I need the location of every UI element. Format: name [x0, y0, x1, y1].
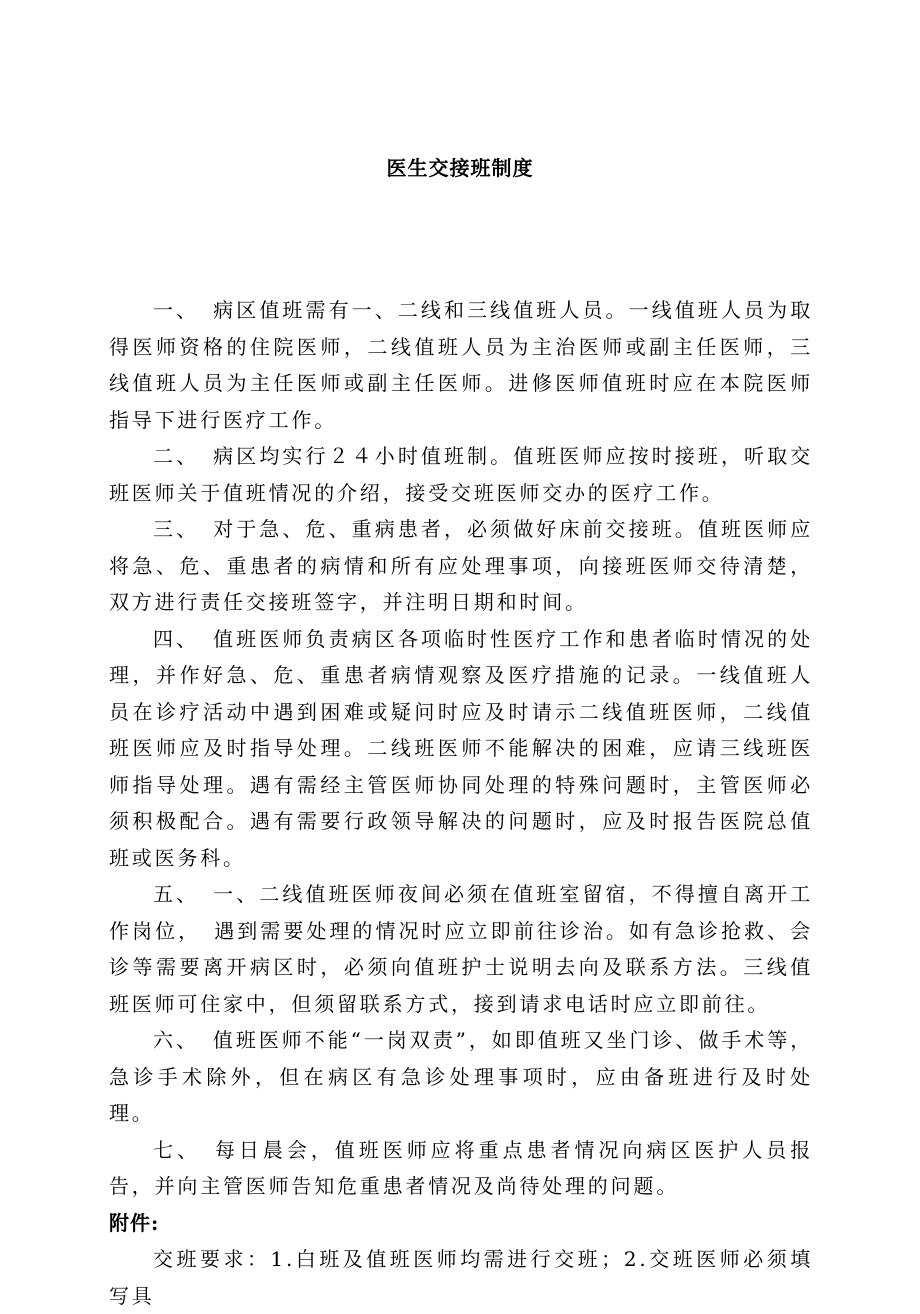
paragraph-5 — [109, 876, 813, 1022]
paragraph-2 — [109, 438, 813, 511]
paragraph-text: 对于急、危、重病患者，必须做好床前交接班。值班医师应将急、危、重患者的病情和所有应处理事项，向接班医师交待清楚，双方进行责任交接班签字，并注明日期和时间。 — [109, 517, 813, 614]
attachment-text: 交班要求：1.白班及值班医师均需进行交班；2.交班医师必须填写具 — [109, 1247, 813, 1308]
paragraph-6 — [109, 1022, 813, 1132]
paragraph-number: 六、 — [153, 1028, 199, 1052]
paragraph-1 — [109, 292, 813, 438]
paragraph-number: 五、 — [153, 882, 200, 906]
paragraph-number: 一、 — [153, 298, 200, 322]
paragraph-text: 值班医师不能“一岗双责”，如即值班又坐门诊、做手术等，急诊手术除外，但在病区有急诊处理事项时，应由备班进行及时处理。 — [109, 1028, 813, 1125]
paragraph-number: 三、 — [153, 517, 200, 541]
page-title: 医生交接班制度 — [386, 156, 534, 180]
paragraph-text: 病区均实行２４小时值班制。值班医师应按时接班，听取交班医师关于值班情况的介绍，接受交班医师交办的医疗工作。 — [109, 444, 813, 505]
paragraph-number: 七、 — [153, 1137, 201, 1162]
paragraph-number: 二、 — [153, 444, 200, 468]
paragraph-7 — [109, 1132, 813, 1205]
attachment-heading: 附件: — [109, 1210, 160, 1235]
paragraph-number: 四、 — [153, 626, 200, 651]
paragraph-text: 一、二线值班医师夜间必须在值班室留宿，不得擅自离开工作岗位， 遇到需要处理的情况时应立即前往诊治。如有急诊抢救、会诊等需要离开病区时，必须向值班护士说明去向及联系方法。三线值班医师可住家中，但须留联系方式，接到请求电话时应立即前往。 — [109, 882, 813, 1016]
paragraph-text: 值班医师负责病区各项临时性医疗工作和患者临时情况的处理，并作好急、危、重患者病情观察及医疗措施的记录。一线值班人员在诊疗活动中遇到困难或疑问时应及时请示二线值班医师，二线值班医师应及时指导处理。二线班医师不能解决的困难，应请三线班医师指导处理。遇有需经主管医师协同处理的特殊问题时，主管医师必须积极配合。遇有需要行政领导解决的问题时，应及时报告医院总值班或医务科。 — [109, 626, 813, 870]
paragraph-text: 病区值班需有一、二线和三线值班人员。一线值班人员为取得医师资格的住院医师，二线值班人员为主治医师或副主任医师，三线值班人员为主任医师或副主任医师。进修医师值班时应在本院医师指导下进行医疗工作。 — [109, 298, 813, 432]
paragraph-4 — [109, 621, 813, 877]
paragraph-3 — [109, 511, 813, 621]
document-body — [109, 292, 813, 1314]
paragraph-text: 每日晨会，值班医师应将重点患者情况向病区医护人员报告，并向主管医师告知危重患者情况及尚待处理的问题。 — [109, 1137, 814, 1198]
